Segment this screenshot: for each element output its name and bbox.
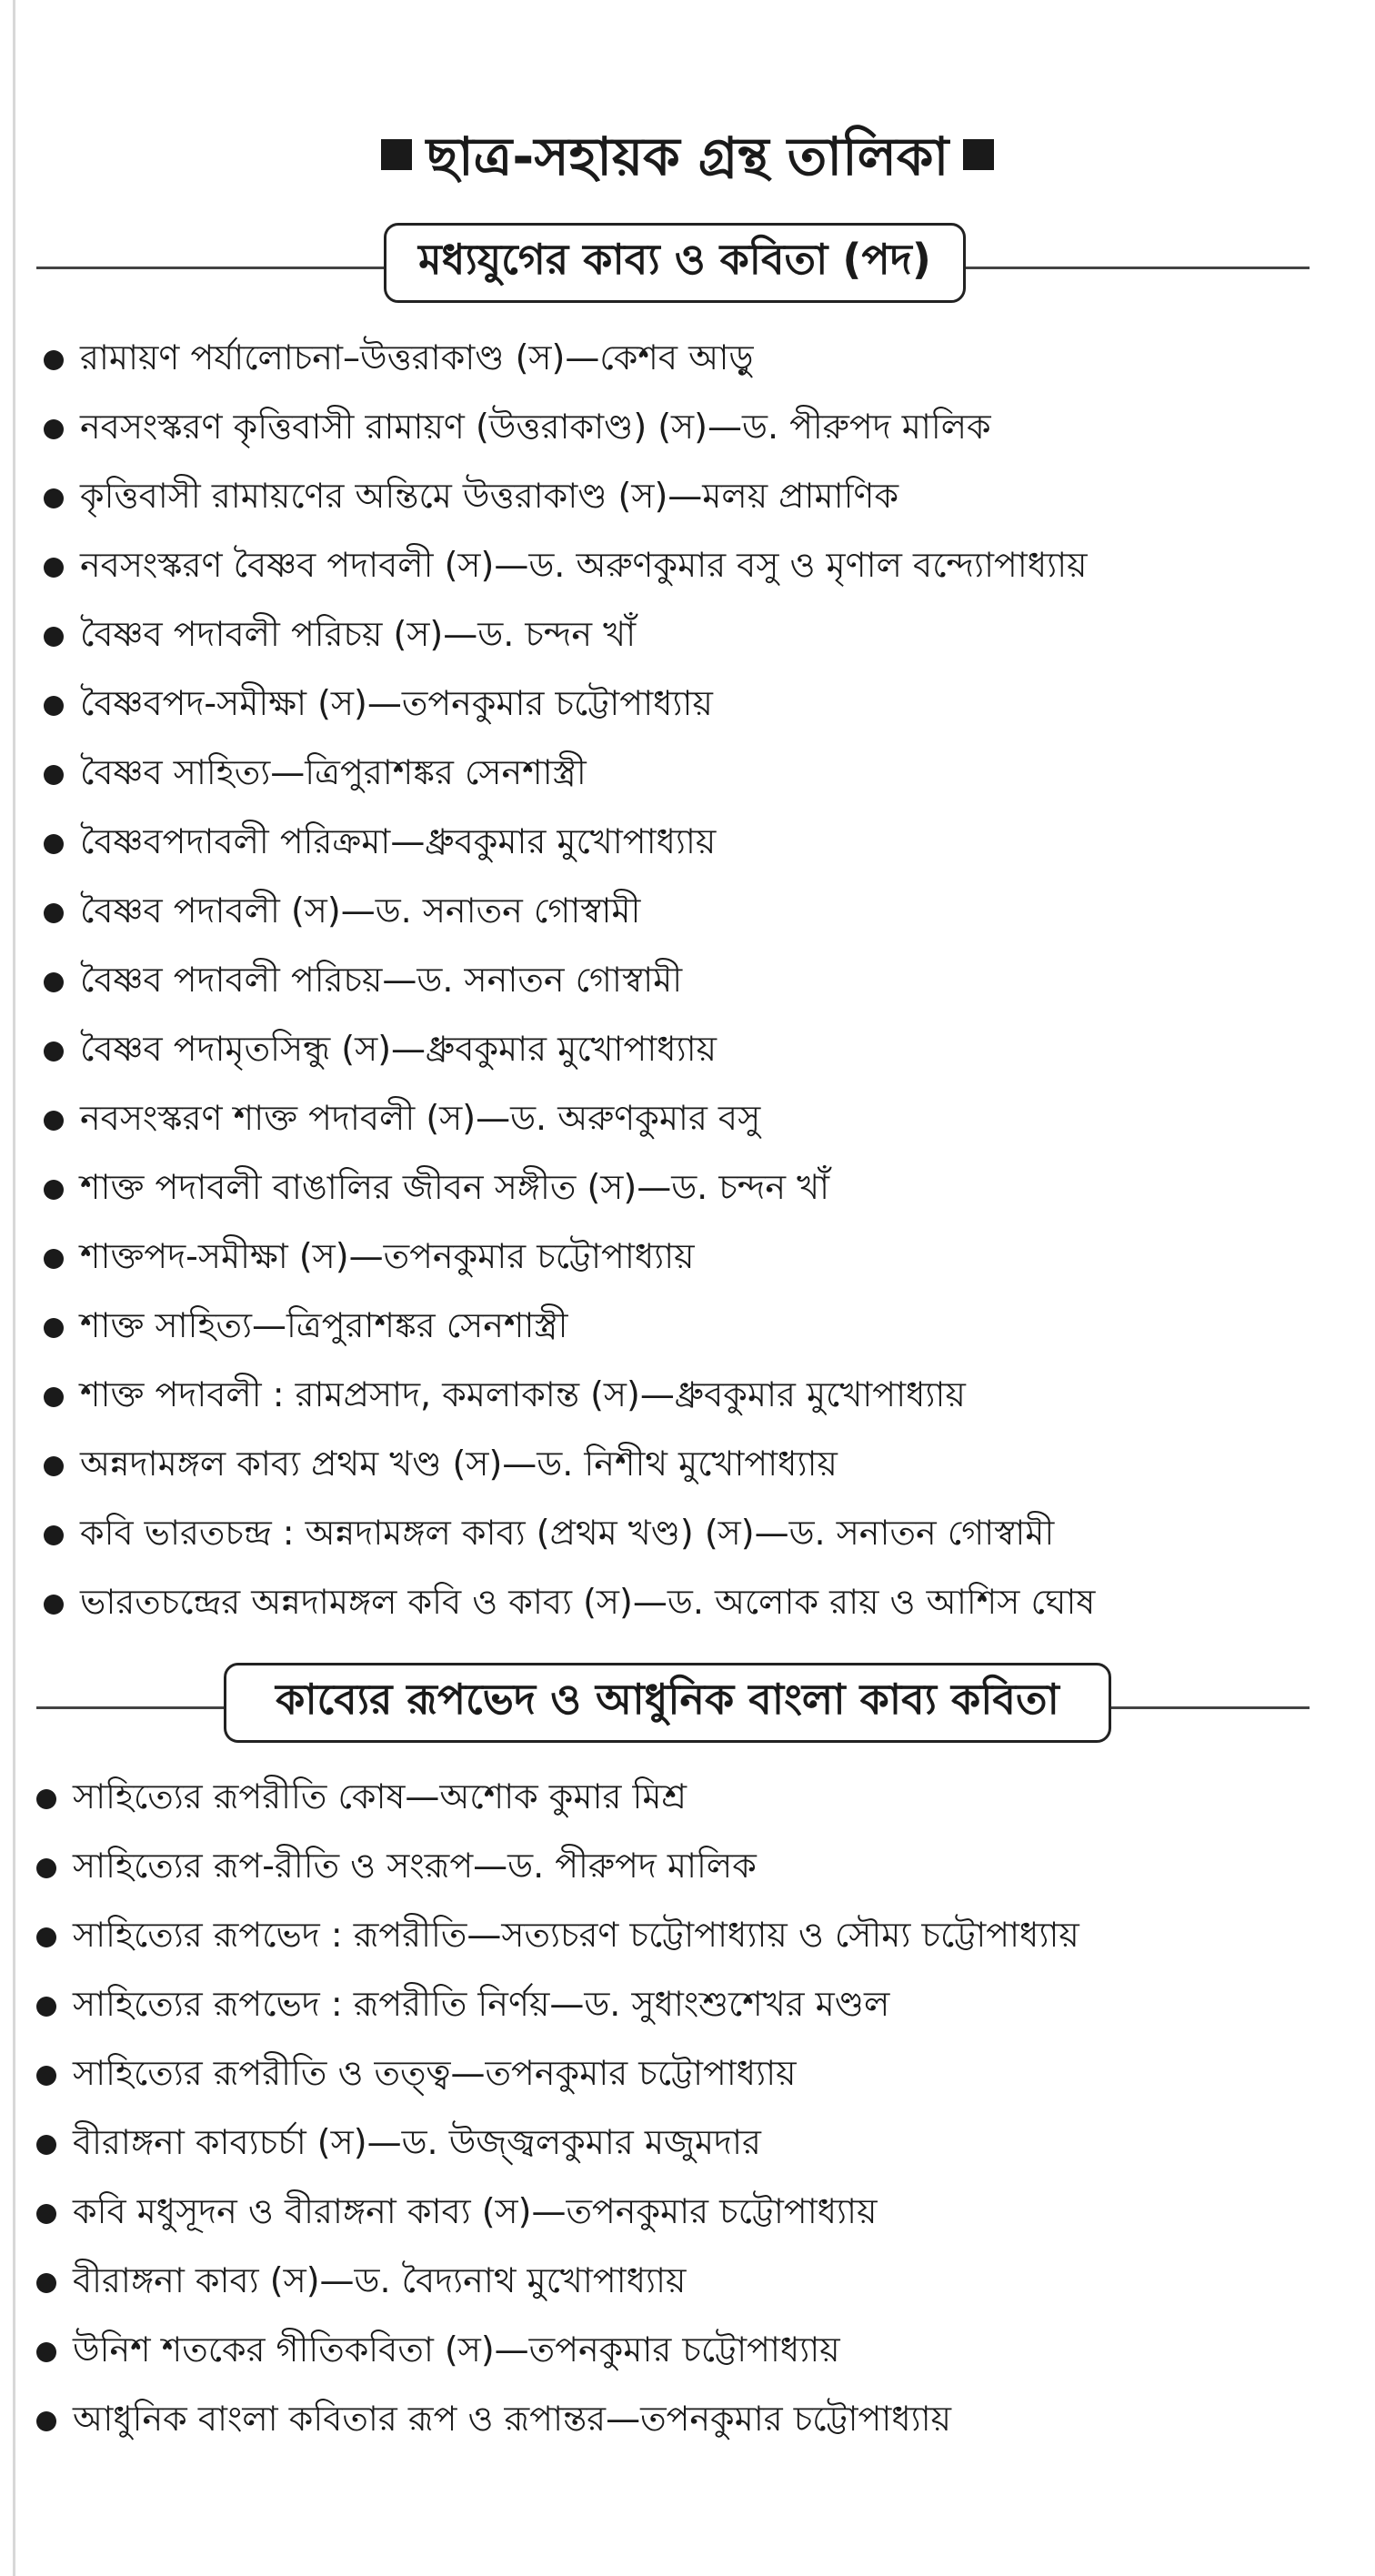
list-item-text: বীরাঙ্গনা কাব্যচর্চা (স)—ড. উজ্জ্বলকুমার মজুমদার	[73, 2122, 761, 2162]
list-item-text: সাহিত্যের রূপ-রীতি ও সংরূপ—ড. পীরুপদ মালিক	[73, 1846, 757, 1886]
list-item-text: বৈষ্ণব পদাবলী পরিচয় (স)—ড. চন্দন খাঁ	[80, 614, 637, 654]
list-item-text: বৈষ্ণব পদাবলী (স)—ড. সনাতন গোস্বামী	[80, 891, 641, 931]
bullet-icon	[36, 1927, 56, 1947]
list-item	[36, 2041, 1328, 2110]
list-item	[44, 1570, 1335, 1639]
bullet-icon	[44, 1111, 64, 1131]
list-item-text: ভারতচন্দ্রের অন্নদামঙ্গল কবি ও কাব্য (স)—ড. অলোক রায় ও আশিস ঘোষ	[80, 1582, 1096, 1622]
list-item	[44, 1224, 1335, 1293]
bullet-icon	[44, 488, 64, 508]
list-item	[44, 602, 1335, 671]
list-item	[44, 1293, 1335, 1363]
section-header-medieval	[36, 223, 1310, 310]
list-item	[44, 533, 1335, 602]
bullet-icon	[44, 1249, 64, 1269]
list-item-text: সাহিত্যের রূপভেদ : রূপরীতি—সত্যচরণ চট্টোপাধ্যায় ও সৌম্য চট্টোপাধ্যায়	[73, 1915, 1079, 1955]
square-bullet-icon	[381, 139, 412, 170]
list-item	[44, 879, 1335, 948]
bullet-icon	[36, 2204, 56, 2224]
bullet-icon	[36, 2066, 56, 2086]
list-item-text: বীরাঙ্গনা কাব্য (স)—ড. বৈদ্যনাথ মুখোপাধ্যায়	[73, 2260, 687, 2300]
list-item	[44, 1155, 1335, 1224]
list-item-text: অন্নদামঙ্গল কাব্য প্রথম খণ্ড (স)—ড. নিশীথ মুখোপাধ্যায়	[80, 1444, 838, 1484]
list-item-text: নবসংস্করণ শাক্ত পদাবলী (স)—ড. অরুণকুমার বসু	[80, 1098, 761, 1138]
page-title	[0, 120, 1375, 193]
list-item	[44, 948, 1335, 1017]
section-header-modern	[36, 1663, 1310, 1750]
list-item-text: বৈষ্ণবপদাবলী পরিক্রমা—ধ্রুবকুমার মুখোপাধ্যায়	[80, 821, 717, 861]
list-item-text: সাহিত্যের রূপরীতি ও তত্ত্ব—তপনকুমার চট্টোপাধ্যায়	[73, 2053, 797, 2093]
bullet-icon	[44, 1180, 64, 1200]
list-item-text: কবি মধুসূদন ও বীরাঙ্গনা কাব্য (স)—তপনকুমার চট্টোপাধ্যায়	[73, 2191, 878, 2231]
book-list-medieval	[44, 326, 1335, 1639]
list-item	[36, 1903, 1328, 1972]
list-item	[44, 1086, 1335, 1155]
bullet-icon	[44, 834, 64, 854]
list-item	[36, 1972, 1328, 2041]
list-item	[44, 671, 1335, 740]
section-heading: মধ্যযুগের কাব্য ও কবিতা (পদ)	[384, 223, 966, 303]
bullet-icon	[36, 2411, 56, 2431]
list-item	[44, 810, 1335, 879]
bullet-icon	[36, 1858, 56, 1878]
list-item	[36, 2387, 1328, 2456]
bullet-icon	[44, 1041, 64, 1062]
list-item-text: নবসংস্করণ বৈষ্ণব পদাবলী (স)—ড. অরুণকুমার বসু ও মৃণাল বন্দ্যোপাধ্যায়	[80, 545, 1088, 585]
bullet-icon	[44, 419, 64, 439]
bullet-icon	[36, 1789, 56, 1809]
list-item	[44, 326, 1335, 395]
list-item-text: সাহিত্যের রূপভেদ : রূপরীতি নির্ণয়—ড. সুধাংশুশেখর মণ্ডল	[73, 1984, 890, 2024]
list-item	[44, 1432, 1335, 1501]
list-item-text: শাক্ত সাহিত্য—ত্রিপুরাশঙ্কর সেনশাস্ত্রী	[80, 1305, 568, 1345]
section-heading: কাব্যের রূপভেদ ও আধুনিক বাংলা কাব্য কবিতা	[224, 1663, 1111, 1743]
bullet-icon	[44, 1456, 64, 1476]
list-item-text: কবি ভারতচন্দ্র : অন্নদামঙ্গল কাব্য (প্রথম খণ্ড) (স)—ড. সনাতন গোস্বামী	[80, 1513, 1055, 1553]
list-item-text: উনিশ শতকের গীতিকবিতা (স)—তপনকুমার চট্টোপাধ্যায়	[73, 2329, 840, 2370]
list-item	[36, 1834, 1328, 1903]
list-item	[36, 2249, 1328, 2318]
list-item-text: শাক্তপদ-সমীক্ষা (স)—তপনকুমার চট্টোপাধ্যায়	[80, 1236, 695, 1276]
list-item-text: বৈষ্ণব সাহিত্য—ত্রিপুরাশঙ্কর সেনশাস্ত্রী	[80, 752, 587, 792]
bullet-icon	[44, 696, 64, 716]
list-item	[36, 2179, 1328, 2249]
list-item	[44, 1501, 1335, 1570]
list-item	[44, 1017, 1335, 1086]
bullet-icon	[44, 350, 64, 370]
bullet-icon	[44, 1525, 64, 1545]
list-item-text: আধুনিক বাংলা কবিতার রূপ ও রূপান্তর—তপনকুমার চট্টোপাধ্যায়	[73, 2399, 952, 2439]
list-item-text: বৈষ্ণব পদামৃতসিন্ধু (স)—ধ্রুবকুমার মুখোপাধ্যায়	[80, 1029, 718, 1069]
list-item	[44, 1363, 1335, 1432]
list-item	[44, 395, 1335, 464]
list-item	[36, 2318, 1328, 2387]
list-item	[44, 740, 1335, 810]
bullet-icon	[36, 1997, 56, 2017]
page-title-text: ছাত্র-সহায়ক গ্রন্থ তালিকা	[426, 126, 949, 187]
list-item	[36, 2110, 1328, 2179]
list-item-text: বৈষ্ণব পদাবলী পরিচয়—ড. সনাতন গোস্বামী	[80, 960, 683, 1000]
list-item-text: নবসংস্করণ কৃত্তিবাসী রামায়ণ (উত্তরাকাণ্ড) (স)—ড. পীরুপদ মালিক	[80, 407, 991, 447]
square-bullet-icon	[963, 139, 994, 170]
bullet-icon	[36, 2273, 56, 2293]
bullet-icon	[44, 1595, 64, 1615]
list-item-text: শাক্ত পদাবলী : রামপ্রসাদ, কমলাকান্ত (স)—ধ্রুবকুমার মুখোপাধ্যায়	[80, 1374, 966, 1414]
bullet-icon	[44, 1318, 64, 1338]
bullet-icon	[44, 765, 64, 785]
list-item-text: সাহিত্যের রূপরীতি কোষ—অশোক কুমার মিশ্র	[73, 1776, 688, 1816]
bullet-icon	[44, 1387, 64, 1407]
bullet-icon	[44, 558, 64, 578]
list-item	[36, 1765, 1328, 1834]
list-item-text: কৃত্তিবাসী রামায়ণের অন্তিমে উত্তরাকাণ্ড (স)—মলয় প্রামাণিক	[80, 476, 899, 516]
bullet-icon	[44, 627, 64, 647]
list-item-text: বৈষ্ণবপদ-সমীক্ষা (স)—তপনকুমার চট্টোপাধ্যায়	[80, 683, 713, 723]
page-edge	[13, 0, 15, 2576]
bullet-icon	[36, 2135, 56, 2155]
list-item-text: রামায়ণ পর্যালোচনা–উত্তরাকাণ্ড (স)—কেশব আড়ু	[80, 337, 754, 377]
bullet-icon	[44, 972, 64, 992]
bullet-icon	[44, 903, 64, 923]
list-item-text: শাক্ত পদাবলী বাঙালির জীবন সঙ্গীত (স)—ড. চন্দন খাঁ	[80, 1167, 830, 1207]
book-list-modern	[36, 1765, 1328, 2456]
bullet-icon	[36, 2342, 56, 2362]
list-item	[44, 464, 1335, 533]
